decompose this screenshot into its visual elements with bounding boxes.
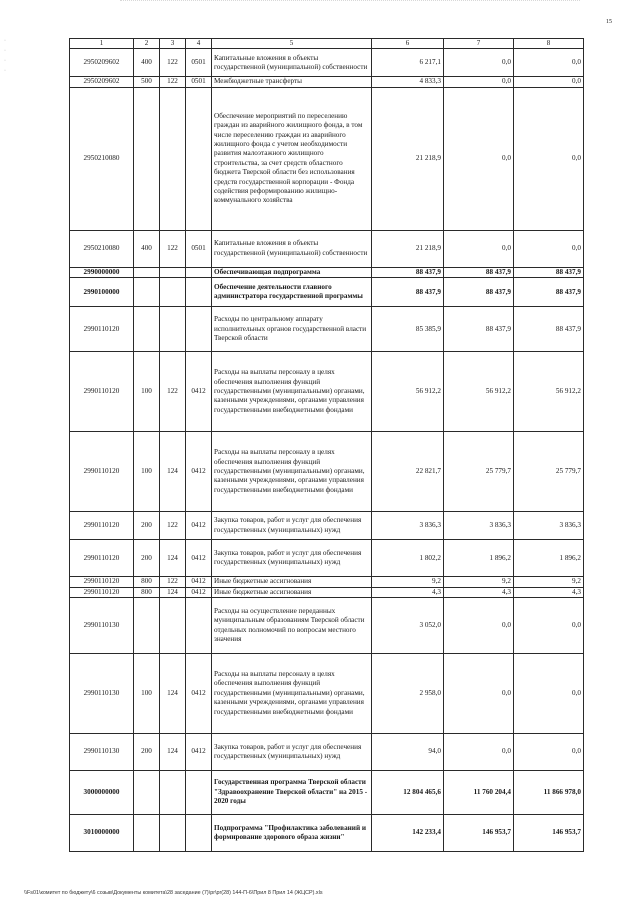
- header-cell: 5: [212, 39, 372, 49]
- row-vr-cell: [134, 87, 160, 230]
- row-value-2020-cell: 0,0: [444, 734, 514, 771]
- row-code-cell: 2990110130: [70, 598, 134, 654]
- row-grbs-cell: 122: [160, 49, 186, 77]
- row-code-cell: 2990110120: [70, 432, 134, 512]
- row-rz-cell: [186, 598, 212, 654]
- row-value-2021-cell: 56 912,2: [514, 352, 584, 432]
- table-row: [70, 577, 584, 587]
- row-rz-cell: [186, 87, 212, 230]
- table-row: [70, 598, 584, 654]
- row-value-2019-cell: 12 804 465,6: [372, 771, 444, 815]
- row-rz-cell: [186, 307, 212, 352]
- row-vr-cell: 200: [134, 512, 160, 540]
- row-grbs-cell: 124: [160, 540, 186, 577]
- table-row: [70, 432, 584, 512]
- scan-artifact: [120, 0, 580, 7]
- row-value-2020-cell: 0,0: [444, 49, 514, 77]
- row-value-2021-cell: 146 953,7: [514, 815, 584, 852]
- row-grbs-cell: [160, 307, 186, 352]
- table-row: [70, 230, 584, 267]
- row-vr-cell: 100: [134, 654, 160, 734]
- row-rz-cell: [186, 278, 212, 307]
- row-rz-cell: [186, 267, 212, 277]
- table-row: [70, 540, 584, 577]
- row-code-cell: 2990110130: [70, 734, 134, 771]
- margin-marks: · · · ·: [4, 38, 6, 74]
- row-code-cell: 2990110120: [70, 307, 134, 352]
- row-grbs-cell: 124: [160, 587, 186, 597]
- row-code-cell: 2990110120: [70, 512, 134, 540]
- row-value-2020-cell: 0,0: [444, 87, 514, 230]
- row-code-cell: 2990110120: [70, 577, 134, 587]
- table-row: [70, 77, 584, 87]
- row-value-2019-cell: 88 437,9: [372, 267, 444, 277]
- row-rz-cell: 0412: [186, 734, 212, 771]
- row-value-2019-cell: 94,0: [372, 734, 444, 771]
- row-code-cell: 2950210080: [70, 230, 134, 267]
- row-value-2020-cell: 0,0: [444, 654, 514, 734]
- row-value-2021-cell: 0,0: [514, 654, 584, 734]
- row-code-cell: 2990100000: [70, 278, 134, 307]
- row-grbs-cell: [160, 771, 186, 815]
- row-value-2020-cell: 1 896,2: [444, 540, 514, 577]
- row-value-2020-cell: 4,3: [444, 587, 514, 597]
- row-grbs-cell: [160, 87, 186, 230]
- row-code-cell: 2990000000: [70, 267, 134, 277]
- row-value-2021-cell: 1 896,2: [514, 540, 584, 577]
- row-value-2021-cell: 0,0: [514, 598, 584, 654]
- row-name-cell: Иные бюджетные ассигнования: [212, 577, 372, 587]
- row-vr-cell: [134, 278, 160, 307]
- page-number: 15: [606, 19, 612, 25]
- row-code-cell: 2990110120: [70, 540, 134, 577]
- row-vr-cell: [134, 815, 160, 852]
- row-name-cell: Обеспечение деятельности главного администратора государственной программы: [212, 278, 372, 307]
- row-value-2021-cell: 0,0: [514, 734, 584, 771]
- row-code-cell: 2950210080: [70, 87, 134, 230]
- row-value-2021-cell: 0,0: [514, 87, 584, 230]
- table-row: [70, 352, 584, 432]
- row-name-cell: Расходы на выплаты персоналу в целях обеспечения выполнения функций государственными (муниципальными) органами, казенными учреждениями, органами управления государственными внебюджетными фондами: [212, 352, 372, 432]
- table-row: [70, 815, 584, 852]
- row-value-2019-cell: 85 385,9: [372, 307, 444, 352]
- row-value-2019-cell: 4,3: [372, 587, 444, 597]
- row-value-2020-cell: 25 779,7: [444, 432, 514, 512]
- row-grbs-cell: [160, 267, 186, 277]
- row-vr-cell: [134, 598, 160, 654]
- row-name-cell: Закупка товаров, работ и услуг для обеспечения государственных (муниципальных) нужд: [212, 734, 372, 771]
- row-vr-cell: [134, 267, 160, 277]
- row-name-cell: Закупка товаров, работ и услуг для обеспечения государственных (муниципальных) нужд: [212, 512, 372, 540]
- row-name-cell: Обеспечение мероприятий по переселению граждан из аварийного жилищного фонда, в том числе переселению граждан из аварийного жилищного фонда с учетом необходимости развития малоэтажного жилищного строительства, за счет средств областного бюджета Тверской области без использования средств государственной корпорации - Фонда содействия реформированию жилищно-коммунального хозяйства: [212, 87, 372, 230]
- row-vr-cell: [134, 307, 160, 352]
- row-rz-cell: 0412: [186, 577, 212, 587]
- row-value-2020-cell: 9,2: [444, 577, 514, 587]
- row-vr-cell: [134, 771, 160, 815]
- header-cell: 2: [134, 39, 160, 49]
- row-name-cell: Подпрограмма "Профилактика заболеваний и формирование здорового образа жизни": [212, 815, 372, 852]
- row-value-2019-cell: 6 217,1: [372, 49, 444, 77]
- row-value-2020-cell: 146 953,7: [444, 815, 514, 852]
- row-name-cell: Государственная программа Тверской области "Здравоохранение Тверской области" на 2015 - 2020 годы: [212, 771, 372, 815]
- row-value-2021-cell: 88 437,9: [514, 307, 584, 352]
- row-value-2019-cell: 3 052,0: [372, 598, 444, 654]
- row-rz-cell: 0501: [186, 77, 212, 87]
- table-row: [70, 587, 584, 597]
- row-value-2020-cell: 88 437,9: [444, 267, 514, 277]
- row-rz-cell: 0412: [186, 432, 212, 512]
- row-grbs-cell: [160, 598, 186, 654]
- row-grbs-cell: 124: [160, 432, 186, 512]
- header-cell: 6: [372, 39, 444, 49]
- header-cell: 3: [160, 39, 186, 49]
- row-name-cell: Расходы на выплаты персоналу в целях обеспечения выполнения функций государственными (муниципальными) органами, казенными учреждениями, органами управления государственными внебюджетными фондами: [212, 432, 372, 512]
- header-cell: 8: [514, 39, 584, 49]
- row-value-2021-cell: 0,0: [514, 230, 584, 267]
- row-code-cell: 2990110120: [70, 352, 134, 432]
- row-vr-cell: 400: [134, 230, 160, 267]
- row-value-2021-cell: 88 437,9: [514, 278, 584, 307]
- row-value-2020-cell: 0,0: [444, 77, 514, 87]
- row-code-cell: 2990110120: [70, 587, 134, 597]
- row-value-2020-cell: 0,0: [444, 230, 514, 267]
- row-value-2021-cell: 88 437,9: [514, 267, 584, 277]
- row-vr-cell: 200: [134, 540, 160, 577]
- row-code-cell: 2990110130: [70, 654, 134, 734]
- row-name-cell: Капитальные вложения в объекты государственной (муниципальной) собственности: [212, 230, 372, 267]
- row-name-cell: Расходы на осуществление переданных муниципальным образованиям Тверской области отдельных полномочий по вопросам местного значения: [212, 598, 372, 654]
- table-row: [70, 278, 584, 307]
- row-name-cell: Межбюджетные трансферты: [212, 77, 372, 87]
- row-grbs-cell: 122: [160, 577, 186, 587]
- row-grbs-cell: 124: [160, 734, 186, 771]
- row-grbs-cell: 124: [160, 654, 186, 734]
- row-value-2019-cell: 3 836,3: [372, 512, 444, 540]
- row-value-2019-cell: 21 218,9: [372, 230, 444, 267]
- header-cell: 1: [70, 39, 134, 49]
- row-vr-cell: 200: [134, 734, 160, 771]
- row-value-2019-cell: 1 802,2: [372, 540, 444, 577]
- table-header-row: [70, 39, 584, 49]
- row-value-2019-cell: 9,2: [372, 577, 444, 587]
- row-value-2019-cell: 88 437,9: [372, 278, 444, 307]
- row-grbs-cell: 122: [160, 352, 186, 432]
- table-row: [70, 87, 584, 230]
- row-value-2021-cell: 0,0: [514, 77, 584, 87]
- row-value-2021-cell: 25 779,7: [514, 432, 584, 512]
- row-name-cell: Капитальные вложения в объекты государственной (муниципальной) собственности: [212, 49, 372, 77]
- row-value-2020-cell: 88 437,9: [444, 307, 514, 352]
- row-rz-cell: 0412: [186, 512, 212, 540]
- header-cell: 7: [444, 39, 514, 49]
- row-vr-cell: 800: [134, 587, 160, 597]
- row-value-2021-cell: 3 836,3: [514, 512, 584, 540]
- row-rz-cell: [186, 771, 212, 815]
- row-value-2021-cell: 9,2: [514, 577, 584, 587]
- row-rz-cell: 0412: [186, 352, 212, 432]
- header-cell: 4: [186, 39, 212, 49]
- row-vr-cell: 800: [134, 577, 160, 587]
- row-value-2019-cell: 56 912,2: [372, 352, 444, 432]
- row-name-cell: Закупка товаров, работ и услуг для обеспечения государственных (муниципальных) нужд: [212, 540, 372, 577]
- row-code-cell: 3010000000: [70, 815, 134, 852]
- row-name-cell: Расходы по центральному аппарату исполнительных органов государственной власти Тверской области: [212, 307, 372, 352]
- row-value-2019-cell: 22 821,7: [372, 432, 444, 512]
- table-row: [70, 654, 584, 734]
- row-name-cell: Расходы на выплаты персоналу в целях обеспечения выполнения функций государственными (муниципальными) органами, казенными учреждениями, органами управления государственными внебюджетными фондами: [212, 654, 372, 734]
- row-value-2021-cell: 0,0: [514, 49, 584, 77]
- row-vr-cell: 400: [134, 49, 160, 77]
- row-value-2019-cell: 4 833,3: [372, 77, 444, 87]
- row-rz-cell: 0412: [186, 540, 212, 577]
- row-rz-cell: 0412: [186, 654, 212, 734]
- row-value-2019-cell: 21 218,9: [372, 87, 444, 230]
- table-row: [70, 512, 584, 540]
- row-value-2020-cell: 0,0: [444, 598, 514, 654]
- row-rz-cell: [186, 815, 212, 852]
- table-row: [70, 307, 584, 352]
- row-value-2019-cell: 2 958,0: [372, 654, 444, 734]
- table-row: [70, 734, 584, 771]
- row-code-cell: 2950209602: [70, 49, 134, 77]
- row-value-2021-cell: 4,3: [514, 587, 584, 597]
- row-code-cell: 2950209602: [70, 77, 134, 87]
- row-name-cell: Иные бюджетные ассигнования: [212, 587, 372, 597]
- row-value-2020-cell: 56 912,2: [444, 352, 514, 432]
- row-rz-cell: 0501: [186, 49, 212, 77]
- table-row: [70, 49, 584, 77]
- row-code-cell: 3000000000: [70, 771, 134, 815]
- row-name-cell: Обеспечивающая подпрограмма: [212, 267, 372, 277]
- row-grbs-cell: 122: [160, 77, 186, 87]
- row-vr-cell: 100: [134, 352, 160, 432]
- row-grbs-cell: 122: [160, 512, 186, 540]
- row-rz-cell: 0412: [186, 587, 212, 597]
- file-path-footer: \\Fs01\комитет по бюджету\6 созыв\Документы комитета\28 заседание (7)\pr\pr(28) 144-П-6\Прил 8 Прил 14 (ЖЦСР).xls: [24, 890, 323, 896]
- row-value-2020-cell: 11 760 204,4: [444, 771, 514, 815]
- row-grbs-cell: 122: [160, 230, 186, 267]
- row-value-2021-cell: 11 866 978,0: [514, 771, 584, 815]
- row-rz-cell: 0501: [186, 230, 212, 267]
- row-value-2020-cell: 88 437,9: [444, 278, 514, 307]
- row-grbs-cell: [160, 815, 186, 852]
- table-row: [70, 771, 584, 815]
- row-value-2019-cell: 142 233,4: [372, 815, 444, 852]
- row-grbs-cell: [160, 278, 186, 307]
- row-vr-cell: 500: [134, 77, 160, 87]
- row-vr-cell: 100: [134, 432, 160, 512]
- table-row: [70, 267, 584, 277]
- row-value-2020-cell: 3 836,3: [444, 512, 514, 540]
- budget-table: [69, 38, 584, 852]
